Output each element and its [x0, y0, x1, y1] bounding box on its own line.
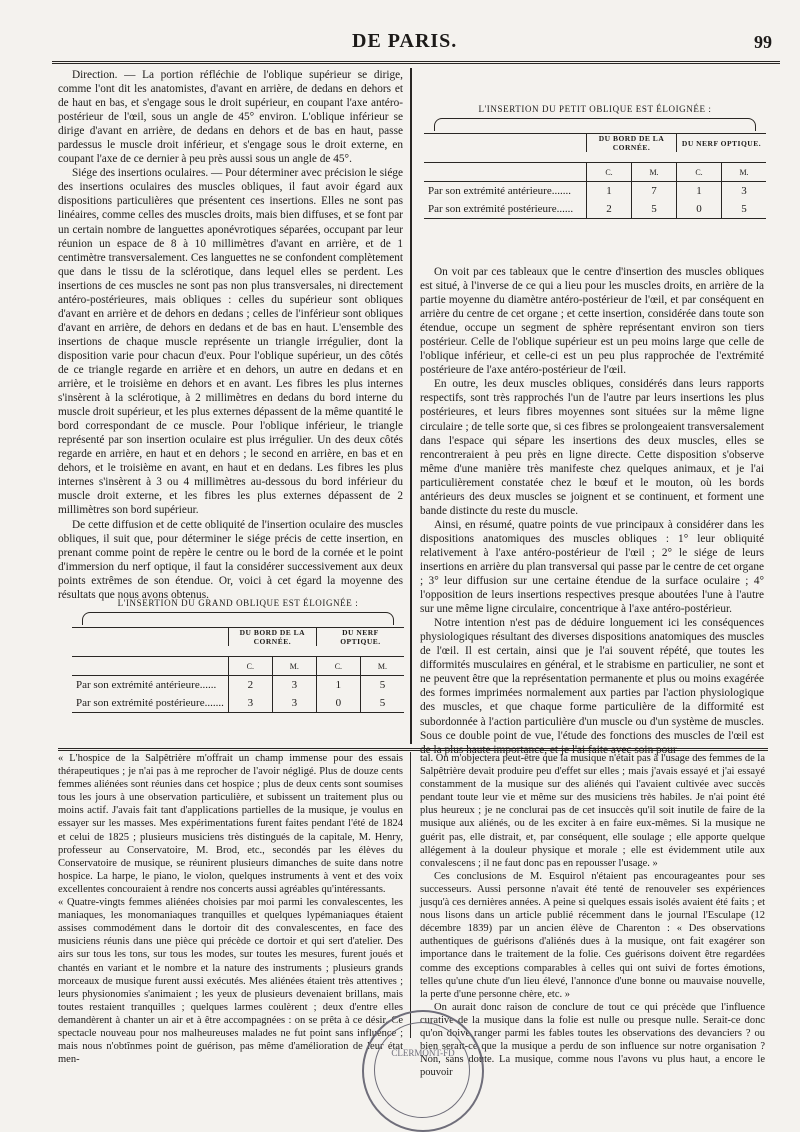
cell-value: 0	[316, 694, 360, 713]
sub-header-c: C.	[316, 657, 360, 676]
cell-value: 1	[587, 182, 632, 201]
cell-value: 7	[632, 182, 677, 201]
table-petit-oblique	[424, 104, 766, 219]
paragraph-siege-insertions: Siége des insertions oculaires. — Pour déterminer avec précision le siége des insertions oculaires des muscles obliques, il faut avoir égard aux dispositions particulières que présentent ces insertions. Elles ne sont pas linéaires, comme celles des muscles droits, mais bien diffuses, et se font par un certain nombre de languettes aponévrotiques séparées, occupant par leur réunion un espace de 8 à 10 millimètres d'avant en arrière, et de 1 centimètre transversalement. Ces languettes ne se confondent complètement que dans le tissu de la sclérotique, dans lequel elles se perdent. Les insertions de ces muscles ne sont pas non plus transversales, ni directement antéro-postérieures, mais obliques : celles du supérieur sont obliques d'avant en arrière et de dehors en dedans ; celles de l'inférieur sont obliques d'avant en arrière, de dehors en dedans et de bas en haut. L'ensemble des insertions de chaque muscle représente un triangle irrégulier, dont la disposition varie pour chacun d'eux. Pour l'oblique supérieur, un des côtés de ce triangle regarde en arrière et en dehors, un autre en dedans et en arrière, et le troisième en dehors et en avant. Les fibres les plus internes s'insèrent à la sclérotique, à 2 millimètres en dedans du bord interne du muscle droit supérieur, et les plus externes dépassent de la même quantité le bord correspondant de ce muscle. Pour l'oblique inférieur, le triangle représenté par son insertion oculaire est plus irrégulier. Un des deux côtés regarde en arrière, en haut et en dehors ; le second en arrière, en bas et en dehors, et le troisième en avant, en haut et en dedans. Les fibres les plus internes s'insèrent à 3 ou 4 millimètres au-dessous du bord inférieur du muscle droit externe, et les fibres les plus externes dépassent de 2 millimètres son bord supérieur.	[58, 167, 403, 517]
bottom-column-divider	[410, 752, 411, 1038]
sub-header-m: M.	[722, 163, 767, 182]
cell-value: 5	[722, 200, 767, 219]
table-row	[72, 676, 404, 695]
section-rule	[58, 748, 768, 751]
table-row	[424, 182, 766, 201]
paragraph-objection: tal. On m'objectera peut-être que la musique n'était pas à l'usage des femmes de la Salpêtrière devait produire peu d'effet sur elles ; mais j'avais essayé et j'ai essayé constamment de la musique sur des aliénés qui l'avaient cultivée avec succès pendant toute leur vie et même sur des musiciens très habiles. Je n'ai point été plus heureux ; je ne conclurai pas de cet insuccès qu'il soit inutile de faire de la musique aux aliénés, ou de les exciter à en faire eux-mêmes. Si la musique ne guérit pas, elle distrait, et, par conséquent, elle soulage ; elle apporte quelque allégement à la douleur physique et morale ; elle est évidemment utile aux convalescens ; il ne faut donc pas en repousser l'usage. »	[420, 753, 765, 869]
paragraph-intention: Notre intention n'est pas de déduire longuement ici les conséquences physiologiques résultant des diverses dispositions anatomiques des muscles de l'œil. Il est certain, ainsi que je l'ai souvent répété, que toutes les difformités musculaires en général, et le strabisme en particulier, ne sont et ne peuvent être que la représentation permanente et plus ou moins exagérée des formes imprimées normalement aux parties par l'action physiologique des muscles, et que chaque forme particulière de la difformité est subordonnée à l'action particulière d'un muscle ou d'un système de muscles. Sous ce double point de vue, l'étude des fonctions des muscles de l'œil est de la plus haute importance, et je l'ai faite avec soin pour	[420, 617, 764, 756]
page-title: DE PARIS.	[352, 30, 458, 52]
table-caption: L'INSERTION DU PETIT OBLIQUE EST ÉLOIGNÉE :	[478, 104, 712, 114]
paragraph-quatre-vingts: « Quatre-vingts femmes aliénées choisies par moi parmi les convalescentes, les maniaques, les monomaniaques tranquilles et quelques lypémaniaques étaient assises commodément dans le dortoir dit des convalescentes, en face des musiciens réunis dans une pièce qui précède ce dortoir et qui sert d'atelier. Des airs sur tous les tons, sur tous les modes, sur toutes les mesures, furent joués et chantés en variant et le nombre et la nature des instruments ; plusieurs grands morceaux de musique furent aussi exécutés. Mes aliénées étaient très attentives ; leurs physionomies s'animaient ; les yeux de plusieurs devenaient brillans, mais toutes restaient tranquilles ; quelques larmes coulèrent ; deux d'entre elles demandèrent à chanter un air et à être accompagnées : on se prêta à ce désir. Ce spectacle nouveau pour nos malheureuses malades ne fut point sans influence ; mais nous n'obtînmes point de guérison, pas même d'amélioration de leur état men-	[58, 897, 403, 1066]
paragraph-en-outre: En outre, les deux muscles obliques, considérés dans leurs rapports respectifs, sont très rapprochés l'un de l'autre par leurs insertions les plus postérieures, et leurs fibres moyennes sont situées sur la même ligne circulaire ; de telle sorte que, si ces fibres se prolongeaient transversalement dans l'espace qui sépare les insertions des deux muscles, elles se rencontreraient à peu près en ligne directe. Cette disposition s'observe même d'une manière très manifeste chez quelques animaux, et je l'ai particulièrement constatée chez le bœuf et le mouton, où les bords antérieurs des deux muscles se joignent et se continuent, et forment une bande distincte du reste du muscle.	[420, 378, 764, 517]
paragraph-diffusion: De cette diffusion et de cette obliquité de l'insertion oculaire des muscles obliques, il suit que, pour déterminer le siége précis de cette insertion, en prenant comme point de repère le centre ou le bord de la cornée et le point d'immersion du nerf optique, il faut la considérer successivement aux deux points extrêmes de son étendue. Or, voici à cet égard la moyenne des résultats que nous avons obtenus.	[58, 518, 403, 601]
cell-value: 1	[677, 182, 722, 201]
table-bracket	[434, 118, 756, 131]
row-label: Par son extrémité antérieure......	[72, 676, 228, 695]
table-grand-oblique	[72, 598, 404, 713]
cell-value: 3	[722, 182, 767, 201]
cell-value: 2	[228, 676, 272, 695]
table-row	[424, 200, 766, 219]
sub-header-m: M.	[272, 657, 316, 676]
row-label: Par son extrémité postérieure......	[424, 200, 587, 219]
cell-value: 5	[360, 694, 404, 713]
col-group-nerf: DU NERF OPTIQUE.	[677, 134, 767, 153]
col-group-nerf: DU NERF OPTIQUE.	[316, 628, 404, 647]
cell-value: 1	[316, 676, 360, 695]
table-bracket	[82, 612, 394, 625]
table-row	[72, 694, 404, 713]
col-group-cornee: DU BORD DE LA CORNÉE.	[587, 134, 677, 153]
stamp-inner-ring	[374, 1022, 470, 1118]
cell-value: 3	[272, 676, 316, 695]
row-label: Par son extrémité antérieure.......	[424, 182, 587, 201]
sub-header-c: C.	[587, 163, 632, 182]
paragraph-tableaux: On voit par ces tableaux que le centre d'insertion des muscles obliques est situé, à l'inverse de ce qui a lieu pour les muscles droits, en arrière de la partie moyenne du diamètre antéro-postérieur de l'œil, et par conséquent en arrière du centre de cet organe ; et cette insertion, considérée dans toute son étendue, occupe un segment de sphère représentant environ son tiers postérieur. Celle de l'oblique supérieur est un peu moins large que celle de l'oblique inférieur, et celle-ci est un peu plus rapprochée de l'extrémité postérieure de l'axe antéro-postérieur de l'œil.	[420, 266, 764, 377]
bottom-left-column	[58, 752, 403, 1066]
cell-value: 5	[632, 200, 677, 219]
sub-header-m: M.	[360, 657, 404, 676]
header-rule	[52, 61, 780, 64]
table-caption: L'INSERTION DU GRAND OBLIQUE EST ÉLOIGNÉE :	[117, 598, 359, 608]
cell-value: 3	[228, 694, 272, 713]
insertion-table	[72, 627, 404, 713]
right-column	[420, 265, 764, 756]
paragraph-direction: Direction. — La portion réfléchie de l'oblique supérieur se dirige, comme l'ont dit les anatomistes, d'avant en arrière, de dedans en dehors et de haut en bas, et s'engage sous le droit supérieur, en coupant l'axe antéro-postérieur de l'œil, sous un angle de 45° environ. L'oblique inférieur se dirige d'avant en arrière, de dedans en dehors et de bas en haut, passe pardessus le muscle droit inférieur, et s'engage sous le droit externe, en coupant l'axe de ce dernier à peu près aussi sous un angle de 45°.	[58, 69, 403, 166]
page-header	[52, 30, 780, 64]
paragraph-influence: On aurait donc raison de conclure de tout ce qui précède que l'influence curative de la musique dans la folie est nulle ou presque nulle. Serait-ce donc qu'on doive ranger parmi les fables toutes les observations des devanciers ? ou bien serait-ce que la musique a perdu de son influence sur notre organisation ? Non, sans doute. La musique, comme nous l'avons vu plus haut, a encore le pouvoir	[420, 1001, 765, 1079]
paragraph-salpetriere: « L'hospice de la Salpêtrière m'offrait un champ immense pour des essais thérapeutiques ; je n'ai pas à me reprocher de l'avoir négligé. Plus de douze cents femmes aliénées sont réunies dans cet hospice ; plus de deux cents sont soumises tous les jours à une observation particulière, et subissent un traitement plus ou moins actif. J'avais fait tant d'applications partielles de la musique, je voulus en essayer sur les masses. Mes expérimentations furent faites pendant l'été de 1824 et celui de 1825 ; plusieurs musiciens très distingués de la capitale, M. Henry, professeur au Conservatoire, M. Brod, etc., secondés par les élèves du Conservatoire de musique, se réunirent plusieurs dimanches de suite dans notre hospice. La harpe, le piano, le violon, quelques instruments à vent et des voix excellentes concouraient à rendre nos concerts aussi agréables qu'intéressants.	[58, 753, 403, 895]
stamp-text: CLERMONT-FD	[391, 1048, 455, 1058]
left-column	[58, 68, 403, 601]
library-stamp	[362, 1010, 484, 1132]
row-label: Par son extrémité postérieure.......	[72, 694, 228, 713]
paragraph-resume: Ainsi, en résumé, quatre points de vue principaux à considérer dans les dispositions anatomiques des muscles obliques : 1° leur obliquité relativement à l'axe antéro-postérieur de l'œil ; 2° le siége de leurs insertions en arrière du plan transversal qui passe par le centre de cet organe ; 3° leur diffusion sur une certaine étendue de la surface oculaire ; 4° l'opposition de leurs insertions respectives presque aboutées l'une à l'autre sur une même ligne circulaire, concentrique à l'axe antéro-postérieur.	[420, 518, 764, 616]
column-divider	[410, 68, 412, 744]
sub-header-m: M.	[632, 163, 677, 182]
cell-value: 0	[677, 200, 722, 219]
insertion-table	[424, 133, 766, 219]
paragraph-conclusions: Ces conclusions de M. Esquirol n'étaient pas encourageantes pour ses successeurs. Aussi personne n'avait été tenté de renouveler ses expériences jusqu'à ces dernières années. A peine si quelques essais isolés avaient été faits ; et nous lisons dans un article publié récemment dans le journal l'Esculape (12 décembre 1839) par un ancien élève de Charenton : « Des observations authentiques de guérisons d'aliénés dues à la musique, ont fait exagérer son importance dans le traitement de la folie. Ces guérisons doivent être regardées comme des exceptions comparables à celles qui ont suivi de fortes émotions, telles qu'une chute d'un lieu élevé, l'annonce d'une bonne ou mauvaise nouvelle, la perte d'une personne chère, etc. »	[420, 870, 765, 1000]
col-group-cornee: DU BORD DE LA CORNÉE.	[228, 628, 316, 647]
sub-header-c: C.	[677, 163, 722, 182]
sub-header-c: C.	[228, 657, 272, 676]
cell-value: 2	[587, 200, 632, 219]
cell-value: 5	[360, 676, 404, 695]
cell-value: 3	[272, 694, 316, 713]
page-number: 99	[754, 32, 772, 52]
